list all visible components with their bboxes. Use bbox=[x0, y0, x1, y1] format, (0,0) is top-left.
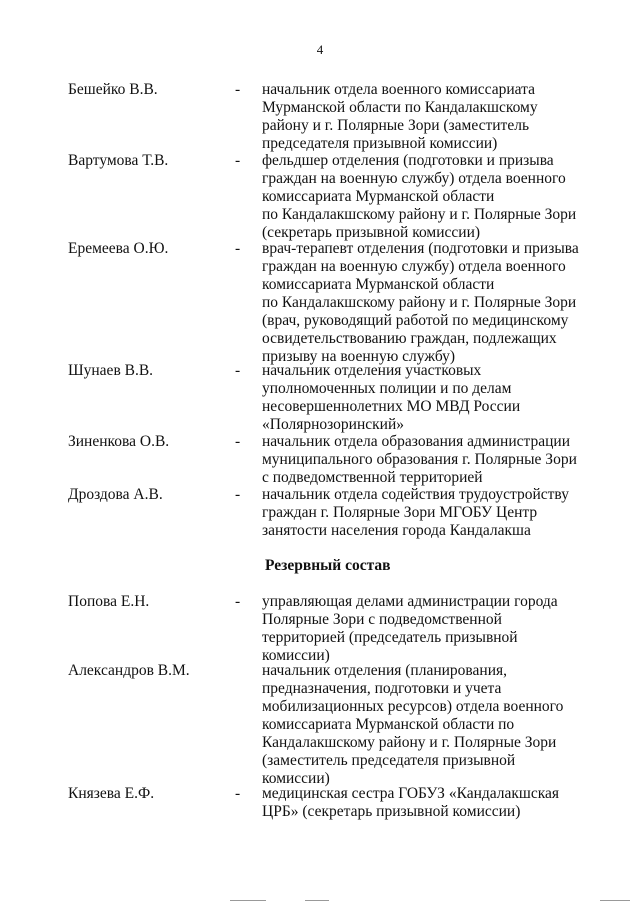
section-title-reserve: Резервный состав bbox=[265, 557, 391, 574]
member-name: Попова Е.Н. bbox=[68, 593, 150, 610]
description-line: комиссариата Мурманской области bbox=[262, 188, 495, 205]
member-description bbox=[262, 240, 592, 366]
dash: - bbox=[235, 785, 241, 802]
member-description bbox=[262, 662, 592, 788]
description-line: освидетельствованию граждан, подлежащих bbox=[262, 330, 557, 347]
description-line: муниципального образования г. Полярные Зори bbox=[262, 451, 577, 468]
dash: - bbox=[235, 593, 241, 610]
description-line: медицинская сестра ГОБУЗ «Кандалакшская bbox=[262, 785, 560, 802]
member-description bbox=[262, 486, 592, 540]
dash: - bbox=[235, 362, 241, 379]
dash: - bbox=[235, 433, 241, 450]
description-line: (секретарь призывной комиссии) bbox=[262, 224, 481, 241]
description-line: предназначения, подготовки и учета bbox=[262, 680, 502, 697]
description-line: уполномоченных полиции и по делам bbox=[262, 380, 512, 397]
description-line: району и г. Полярные Зори (заместитель bbox=[262, 117, 530, 134]
description-line: Полярные Зори с подведомственной bbox=[262, 611, 502, 628]
description-line: Кандалакшскому району и г. Полярные Зори bbox=[262, 734, 557, 751]
description-line: комиссии) bbox=[262, 647, 330, 664]
description-line: территорией (председатель призывной bbox=[262, 629, 518, 646]
dash: - bbox=[235, 81, 241, 98]
description-line: начальник отдела образования администрации bbox=[262, 433, 570, 450]
description-line: по Кандалакшскому району и г. Полярные Зори bbox=[262, 294, 577, 311]
description-line: комиссариата Мурманской области по bbox=[262, 716, 515, 733]
description-line: с подведомственной территорией bbox=[262, 469, 483, 486]
description-line: граждан на военную службу) отдела военного bbox=[262, 258, 566, 275]
scan-artifact-line bbox=[230, 900, 266, 901]
member-name: Дроздова А.В. bbox=[68, 486, 163, 503]
description-line: фельдшер отделения (подготовки и призыва bbox=[262, 152, 554, 169]
description-line: начальник отдела содействия трудоустройству bbox=[262, 486, 569, 503]
dash: - bbox=[235, 152, 241, 169]
member-name: Князева Е.Ф. bbox=[68, 785, 155, 802]
dash: - bbox=[235, 486, 241, 503]
description-line: начальник отделения (планирования, bbox=[262, 662, 508, 679]
description-line: (врач, руководящий работой по медицинскому bbox=[262, 312, 569, 329]
member-description bbox=[262, 593, 592, 665]
description-line: Мурманской области по Кандалакшскому bbox=[262, 99, 538, 116]
description-line: начальник отдела военного комиссариата bbox=[262, 81, 535, 98]
description-line: призыву на военную службу) bbox=[262, 348, 456, 365]
description-line: врач-терапевт отделения (подготовки и призыва bbox=[262, 240, 579, 257]
scan-artifact-line bbox=[600, 900, 630, 901]
member-name: Зиненкова О.В. bbox=[68, 433, 170, 450]
member-name: Еремеева О.Ю. bbox=[68, 240, 169, 257]
member-description bbox=[262, 362, 592, 434]
member-name: Шунаев В.В. bbox=[68, 362, 154, 379]
description-line: ЦРБ» (секретарь призывной комиссии) bbox=[262, 803, 521, 820]
member-name: Бешейко В.В. bbox=[68, 81, 158, 98]
member-description bbox=[262, 152, 592, 242]
scan-artifact-line bbox=[305, 900, 329, 901]
description-line: комиссии) bbox=[262, 770, 330, 787]
member-description bbox=[262, 81, 592, 153]
description-line: граждан на военную службу) отдела военного bbox=[262, 170, 566, 187]
description-line: председателя призывной комиссии) bbox=[262, 135, 498, 152]
dash: - bbox=[235, 240, 241, 257]
member-name: Вартумова Т.В. bbox=[68, 152, 169, 169]
member-description bbox=[262, 785, 592, 821]
description-line: несовершеннолетних МО МВД России bbox=[262, 398, 521, 415]
page-number: 4 bbox=[316, 42, 324, 57]
member-name: Александров В.М. bbox=[68, 662, 190, 679]
description-line: занятости населения города Кандалакша bbox=[262, 522, 531, 539]
description-line: по Кандалакшскому району и г. Полярные Зори bbox=[262, 206, 577, 223]
description-line: комиссариата Мурманской области bbox=[262, 276, 495, 293]
description-line: начальник отделения участковых bbox=[262, 362, 482, 379]
description-line: мобилизационных ресурсов) отдела военного bbox=[262, 698, 564, 715]
member-description bbox=[262, 433, 592, 487]
description-line: граждан г. Полярные Зори МГОБУ Центр bbox=[262, 504, 538, 521]
description-line: «Полярнозоринский» bbox=[262, 416, 405, 433]
description-line: (заместитель председателя призывной bbox=[262, 752, 516, 769]
description-line: управляющая делами администрации города bbox=[262, 593, 558, 610]
